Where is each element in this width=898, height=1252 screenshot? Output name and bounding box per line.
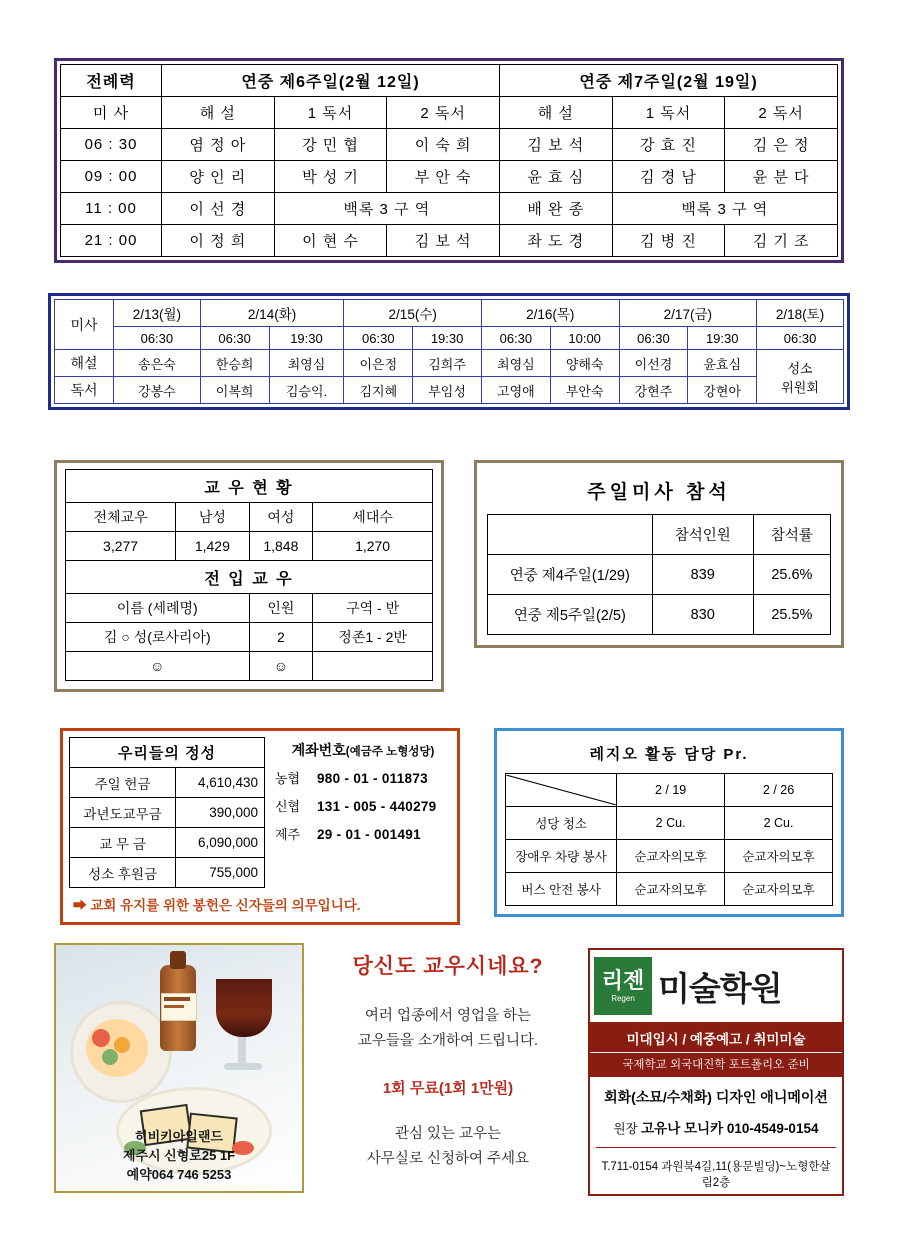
ad-invitation-headline: 당신도 교우시네요?	[352, 955, 544, 978]
cell: 양 인 리	[162, 161, 275, 193]
table-row	[61, 65, 838, 97]
attendance-box	[474, 460, 844, 648]
liturgical-label: 전례력	[61, 65, 162, 97]
cell: 김 보 석	[499, 129, 612, 161]
table-row	[61, 161, 838, 193]
cell: 좌 도 경	[499, 225, 612, 257]
table-row	[506, 840, 833, 873]
mass-time: 06:30	[114, 327, 201, 350]
table-row	[55, 327, 844, 350]
account-number: 131 - 005 - 440279	[317, 799, 437, 814]
table-row	[66, 470, 433, 503]
table-row	[55, 300, 844, 327]
mass-time: 06:30	[344, 327, 413, 350]
cell: 강 효 진	[612, 129, 725, 161]
cell: 김 병 진	[612, 225, 725, 257]
parish-stats-title: 교 우 현 황	[66, 470, 433, 503]
day-label: 2/17(금)	[619, 300, 757, 327]
academy-bar-2: 국제학교 외국대진학 포트폴리오 준비	[590, 1052, 842, 1077]
cell: 송은숙	[114, 350, 201, 377]
mass-time: 06:30	[619, 327, 688, 350]
attendance-week: 연중 제4주일(1/29)	[488, 555, 653, 595]
account-title-sub: (예금주 노형성당)	[345, 746, 435, 758]
legio-title: 레지오 활동 담당 Pr.	[589, 746, 749, 763]
mass-time: 11 : 00	[61, 193, 162, 225]
attendance-rate: 25.6%	[753, 555, 830, 595]
cell: 김 은 정	[725, 129, 838, 161]
mass-time: 06:30	[200, 327, 269, 350]
col-reading2-1: 2 독서	[387, 97, 500, 129]
account-title-main: 계좌번호	[291, 742, 346, 758]
cell: 양해숙	[550, 350, 619, 377]
legio-box	[494, 728, 844, 917]
row-label-reader: 독서	[55, 377, 114, 404]
cell: 배 완 종	[499, 193, 612, 225]
table-row	[61, 225, 838, 257]
value-male: 1,429	[176, 532, 249, 561]
attendance-title: 주일미사 참석	[587, 482, 731, 503]
day-label: 2/14(화)	[200, 300, 344, 327]
weekday-schedule-section	[48, 293, 850, 410]
weekend-schedule-section	[54, 58, 844, 263]
cell: 백록 3 구 역	[612, 193, 837, 225]
table-row	[66, 594, 433, 623]
attendance-week: 연중 제5주일(2/5)	[488, 595, 653, 635]
table-row	[70, 828, 265, 858]
smiley-icon: ☺	[249, 652, 313, 681]
attendance-count: 830	[652, 595, 753, 635]
table-row	[66, 561, 433, 594]
attendance-count: 839	[652, 555, 753, 595]
bank-name: 제주	[275, 827, 301, 842]
value-female: 1,848	[249, 532, 313, 561]
table-row	[66, 652, 433, 681]
table-row	[506, 774, 833, 807]
weekday-schedule-table	[54, 299, 844, 404]
col-blank	[488, 515, 653, 555]
cell: 윤 분 다	[725, 161, 838, 193]
table-row	[70, 858, 265, 888]
offering-table	[69, 737, 265, 888]
cell: 고영애	[481, 377, 550, 404]
col-female: 여성	[249, 503, 313, 532]
account-number: 29 - 01 - 001491	[317, 827, 421, 842]
col-name: 이름 (세례명)	[66, 594, 250, 623]
day-label: 2/16(목)	[481, 300, 619, 327]
day-label: 2/15(수)	[344, 300, 482, 327]
cell: 김희주	[413, 350, 482, 377]
week2-header: 연중 제7주일(2월 19일)	[499, 65, 837, 97]
academy-director-name: 고유나 모니카 010-4549-0154	[641, 1121, 819, 1136]
col-attendees: 참석인원	[652, 515, 753, 555]
mass-time: 19:30	[269, 327, 344, 350]
cell: 강현아	[688, 377, 757, 404]
row-label-mass: 미사	[55, 300, 114, 350]
ad-restaurant-caption	[56, 1128, 302, 1185]
offering-label: 주일 헌금	[70, 768, 176, 798]
cell: 이 숙 희	[387, 129, 500, 161]
parish-statistics-box	[54, 460, 444, 692]
table-row	[70, 738, 265, 768]
table-row	[488, 555, 831, 595]
legio-task: 장애우 차량 봉사	[506, 840, 617, 873]
table-row	[66, 503, 433, 532]
table-row	[61, 129, 838, 161]
diagonal-header-cell	[506, 774, 617, 807]
ad-invitation-free: 1회 무료(1회 1만원)	[382, 1079, 514, 1097]
legio-task: 버스 안전 봉사	[506, 873, 617, 906]
table-row	[61, 97, 838, 129]
table-row	[488, 595, 831, 635]
col-reading2-2: 2 독서	[725, 97, 838, 129]
cell: 윤효심	[688, 350, 757, 377]
cell: 최영심	[269, 350, 344, 377]
legio-table	[505, 773, 833, 906]
col-count: 인원	[249, 594, 313, 623]
cell: 강현주	[619, 377, 688, 404]
table-row	[61, 193, 838, 225]
cell: 김승익.	[269, 377, 344, 404]
cell: 염 정 아	[162, 129, 275, 161]
attendance-rate: 25.5%	[753, 595, 830, 635]
ad-restaurant-name: 히비키아일랜드	[135, 1129, 223, 1145]
legio-assignee: 순교자의모후	[725, 873, 833, 906]
account-number: 980 - 01 - 011873	[317, 771, 428, 786]
cell: 이 선 경	[162, 193, 275, 225]
ad-invitation-line1: 여러 업종에서 영업을 하는	[364, 1008, 532, 1024]
mass-time: 10:00	[550, 327, 619, 350]
account-title	[275, 737, 451, 768]
weekend-schedule-table	[60, 64, 838, 257]
mass-time: 21 : 00	[61, 225, 162, 257]
academy-logo-sub: Regen	[611, 993, 635, 1003]
offering-note: ➡ 교회 유지를 위한 봉헌은 신자들의 의무입니다.	[73, 898, 361, 913]
col-households: 세대수	[313, 503, 433, 532]
transfer-district-empty	[313, 652, 433, 681]
attendance-table	[487, 514, 831, 635]
smiley-icon: ☺	[66, 652, 250, 681]
cell: 부 안 숙	[387, 161, 500, 193]
col-rate: 참석률	[753, 515, 830, 555]
cell: 백록 3 구 역	[274, 193, 499, 225]
col-reading1-2: 1 독서	[612, 97, 725, 129]
week1-header: 연중 제6주일(2월 12일)	[162, 65, 500, 97]
offering-label: 교 무 금	[70, 828, 176, 858]
mass-time: 06 : 30	[61, 129, 162, 161]
table-row	[70, 768, 265, 798]
academy-director	[590, 1109, 842, 1139]
table-row	[488, 515, 831, 555]
ad-restaurant-address: 제주시 신형로25 1F	[122, 1148, 236, 1164]
ad-invitation-line2: 교우들을 소개하여 드립니다.	[357, 1033, 539, 1050]
legio-assignee: 순교자의모후	[617, 873, 725, 906]
table-row	[506, 873, 833, 906]
ad-art-academy[interactable]	[588, 948, 844, 1196]
col-commentator-2: 해 설	[499, 97, 612, 129]
table-row	[66, 532, 433, 561]
cell: 윤 효 심	[499, 161, 612, 193]
transfer-title: 전 입 교 우	[66, 561, 433, 594]
col-total: 전체교우	[66, 503, 176, 532]
academy-logo	[590, 950, 842, 1024]
table-row	[506, 807, 833, 840]
legio-assignee: 2 Cu.	[617, 807, 725, 840]
cell: 이은정	[344, 350, 413, 377]
col-district: 구역 - 반	[313, 594, 433, 623]
value-households: 1,270	[313, 532, 433, 561]
cell: 부안숙	[550, 377, 619, 404]
table-row	[55, 377, 844, 404]
bank-name: 신협	[275, 799, 301, 814]
offering-amount: 755,000	[176, 858, 265, 888]
row-label-commentator: 해설	[55, 350, 114, 377]
account-row	[275, 796, 451, 815]
cell: 최영심	[481, 350, 550, 377]
academy-logo-main: 리젠	[601, 967, 645, 993]
account-row	[275, 824, 451, 843]
ad-restaurant[interactable]	[54, 943, 304, 1193]
table-row	[55, 350, 844, 377]
account-info	[265, 737, 451, 888]
day-label: 2/13(월)	[114, 300, 201, 327]
col-reading1-1: 1 독서	[274, 97, 387, 129]
mass-time: 06:30	[481, 327, 550, 350]
offering-label: 과년도교무금	[70, 798, 176, 828]
legio-assignee: 2 Cu.	[725, 807, 833, 840]
legio-assignee: 순교자의모후	[725, 840, 833, 873]
cell: 김 경 남	[612, 161, 725, 193]
academy-subjects: 회화(소묘/수채화) 디자인 애니메이션	[604, 1089, 828, 1105]
ad-invitation-line4: 사무실로 신청하여 주세요	[366, 1151, 530, 1168]
table-row	[70, 798, 265, 828]
cell: 박 성 기	[274, 161, 387, 193]
ad-invitation	[318, 950, 578, 1173]
saturday-line-2: 위원회	[781, 379, 819, 395]
offering-title: 우리들의 정성	[70, 738, 265, 768]
academy-director-label: 원장	[613, 1122, 642, 1136]
saturday-vocation-cell	[757, 350, 844, 404]
offering-amount: 6,090,000	[176, 828, 265, 858]
academy-logo-mark	[594, 957, 652, 1015]
transfer-name: 김 ○ 성(로사리아)	[66, 623, 250, 652]
cell: 이 현 수	[274, 225, 387, 257]
col-commentator-1: 해 설	[162, 97, 275, 129]
ad-restaurant-phone: 예약064 746 5253	[126, 1167, 232, 1183]
col-mass: 미 사	[61, 97, 162, 129]
cell: 강봉수	[114, 377, 201, 404]
saturday-line-1: 성소	[787, 360, 813, 376]
cell: 이 정 희	[162, 225, 275, 257]
cell: 부임성	[413, 377, 482, 404]
offering-label: 성소 후원금	[70, 858, 176, 888]
cell: 이선경	[619, 350, 688, 377]
cell: 이복희	[200, 377, 269, 404]
legio-date-2: 2 / 26	[725, 774, 833, 807]
cell: 김지혜	[344, 377, 413, 404]
academy-name: 미술학원	[658, 969, 782, 1007]
transfer-district: 정존1 - 2반	[313, 623, 433, 652]
cell: 김 기 조	[725, 225, 838, 257]
mass-time: 19:30	[413, 327, 482, 350]
offering-box	[60, 728, 460, 925]
offering-amount: 390,000	[176, 798, 265, 828]
cell: 김 보 석	[387, 225, 500, 257]
mass-time: 19:30	[688, 327, 757, 350]
ad-invitation-line3: 관심 있는 교우는	[394, 1125, 502, 1142]
value-total: 3,277	[66, 532, 176, 561]
table-row	[66, 623, 433, 652]
parish-statistics-table	[65, 469, 433, 681]
academy-bar-1: 미대입시 / 예중예고 / 취미미술	[590, 1024, 842, 1052]
day-label: 2/18(토)	[757, 300, 844, 327]
legio-date-1: 2 / 19	[617, 774, 725, 807]
account-row	[275, 768, 451, 787]
bank-name: 농협	[275, 771, 301, 786]
legio-assignee: 순교자의모후	[617, 840, 725, 873]
col-male: 남성	[176, 503, 249, 532]
transfer-count: 2	[249, 623, 313, 652]
diagonal-line-icon	[506, 775, 616, 805]
academy-contact: T.711-0154 과원북4길,11(용문빌딩)~노형한살림2층	[596, 1147, 836, 1190]
cell: 강 민 협	[274, 129, 387, 161]
mass-time: 06:30	[757, 327, 844, 350]
offering-amount: 4,610,430	[176, 768, 265, 798]
cell: 한승희	[200, 350, 269, 377]
mass-time: 09 : 00	[61, 161, 162, 193]
legio-task: 성당 청소	[506, 807, 617, 840]
